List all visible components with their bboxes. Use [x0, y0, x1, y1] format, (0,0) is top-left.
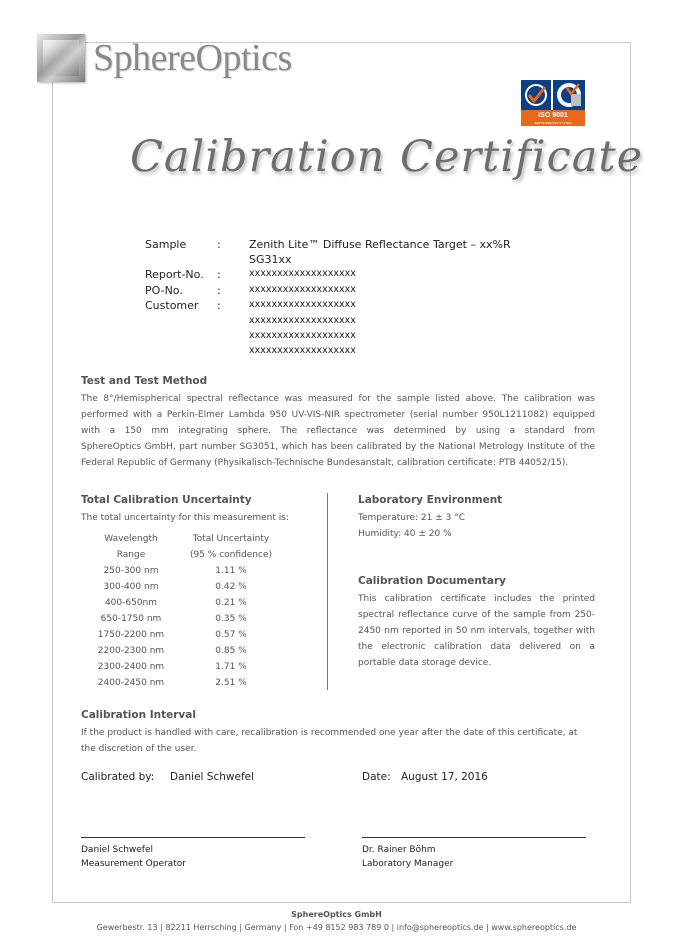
iso-label: ISO 9001: [521, 110, 585, 121]
table-cell: 2400-2450 nm: [97, 678, 165, 688]
table-cell: 0.35 %: [215, 614, 247, 624]
column-header: Wavelength: [104, 534, 158, 544]
column-header: (95 % confidence): [189, 550, 272, 560]
certificate-title: Calibration Certificate: [130, 132, 644, 182]
calibrated-by-name: Daniel Schwefel: [170, 771, 255, 783]
signature-line: [81, 837, 305, 838]
date-value: August 17, 2016: [401, 771, 488, 783]
operator-role: Measurement Operator: [81, 859, 186, 869]
report-label: Report-No.: [145, 268, 204, 281]
colon: :: [217, 284, 221, 297]
brand-name: SphereOptics: [93, 37, 292, 79]
table-cell: 1.11 %: [215, 566, 247, 576]
manager-name: Dr. Rainer Böhm: [362, 845, 436, 855]
colon: :: [217, 238, 221, 251]
colon: :: [217, 299, 221, 312]
table-cell: 2300-2400 nm: [97, 662, 165, 672]
report-value: xxxxxxxxxxxxxxxxxxx: [249, 268, 356, 279]
sample-label: Sample: [145, 238, 187, 251]
table-cell: 0.21 %: [215, 598, 247, 608]
table-cell: 1750-2200 nm: [97, 630, 165, 640]
table-cell: 650-1750 nm: [100, 614, 162, 624]
quality-seal-icon: [553, 80, 585, 110]
table-cell: 0.85 %: [215, 646, 247, 656]
iso-certification-badge: [521, 80, 585, 126]
checkmark-icon: [521, 80, 551, 110]
customer-value: xxxxxxxxxxxxxxxxxxx: [249, 345, 356, 356]
column-header: Range: [116, 550, 146, 560]
customer-label: Customer: [145, 299, 199, 312]
sample-value: Zenith Lite™ Diffuse Reflectance Target – xx%R: [249, 238, 511, 251]
table-cell: 2200-2300 nm: [97, 646, 165, 656]
table-cell: 250-300 nm: [103, 566, 159, 576]
text-line: Federal Republic of Germany (Physikalisch-Technische Bundesanstalt, calibration certificate: PTB 44052/15).: [81, 458, 569, 468]
interval-text: If the product is handled with care, recalibration is recommended one year after the date of this certificate, at: [81, 728, 578, 738]
documentary-heading: Calibration Documentary: [358, 575, 507, 587]
customer-value: xxxxxxxxxxxxxxxxxxx: [249, 330, 356, 341]
text-line: portable data storage device.: [358, 658, 492, 668]
documentary-text: [358, 591, 595, 671]
iso-sublabel: ZERTIFIZIERTES SYSTEM: [521, 121, 585, 126]
po-label: PO-No.: [145, 284, 183, 297]
lab-environment-heading: Laboratory Environment: [358, 494, 503, 506]
po-value: xxxxxxxxxxxxxxxxxxx: [249, 284, 356, 295]
text-line: 2450 nm reported in 50 nm intervals, together with: [358, 626, 595, 636]
temperature-text: Temperature: 21 ± 3 °C: [358, 513, 465, 523]
table-cell: 2.51 %: [215, 678, 247, 688]
colon: :: [217, 268, 221, 281]
table-cell: 300-400 nm: [103, 582, 159, 592]
company-logo-icon: [37, 34, 85, 82]
table-cell: 0.57 %: [215, 630, 247, 640]
column-header: Total Uncertainty: [192, 534, 270, 544]
customer-value: xxxxxxxxxxxxxxxxxxx: [249, 315, 356, 326]
humidity-text: Humidity: 40 ± 20 %: [358, 529, 452, 539]
manager-role: Laboratory Manager: [362, 859, 454, 869]
footer-address: Gewerbestr. 13 | 82211 Herrsching | Germany | Fon +49 8152 983 789 0 | info@sphereoptics.de | www.sphereoptics.de: [96, 923, 577, 932]
table-cell: 0.42 %: [215, 582, 247, 592]
uncertainty-heading: Total Calibration Uncertainty: [81, 494, 252, 506]
footer-company: SphereOptics GmbH: [291, 910, 382, 919]
calibrated-by-label: Calibrated by:: [81, 771, 155, 783]
text-line: spectral reflectance curve of the sample from 250-: [358, 610, 595, 620]
text-line: the electronic calibration data delivered on a: [358, 642, 595, 652]
uncertainty-intro: The total uncertainty for this measurement is:: [81, 513, 289, 523]
text-line: This calibration certificate includes the printed: [358, 594, 595, 604]
signature-line: [362, 837, 586, 838]
column-divider: [327, 493, 328, 690]
interval-text: the discretion of the user.: [81, 744, 197, 754]
operator-name: Daniel Schwefel: [81, 845, 154, 855]
table-cell: 400-650nm: [104, 598, 158, 608]
test-method-text: [81, 391, 595, 471]
customer-value: xxxxxxxxxxxxxxxxxxx: [249, 299, 356, 310]
text-line: with a 150 mm integrating sphere. The reflectance was determined by using a standard from: [81, 426, 595, 436]
sample-part-number: SG31xx: [249, 253, 292, 266]
interval-heading: Calibration Interval: [81, 709, 196, 721]
text-line: The 8°/Hemispherical spectral reflectance was measured for the sample listed above. The calibration was: [81, 394, 595, 404]
test-method-heading: Test and Test Method: [81, 375, 208, 387]
date-label: Date:: [362, 771, 391, 783]
table-cell: 1.71 %: [215, 662, 247, 672]
text-line: performed with a Perkin-Elmer Lambda 950 UV-VIS-NIR spectrometer (serial number 950L1211082) equipped: [81, 410, 595, 420]
text-line: SphereOptics GmbH, part number SG3051, which has been calibrated by the National Metrology Institute of the: [81, 442, 595, 452]
